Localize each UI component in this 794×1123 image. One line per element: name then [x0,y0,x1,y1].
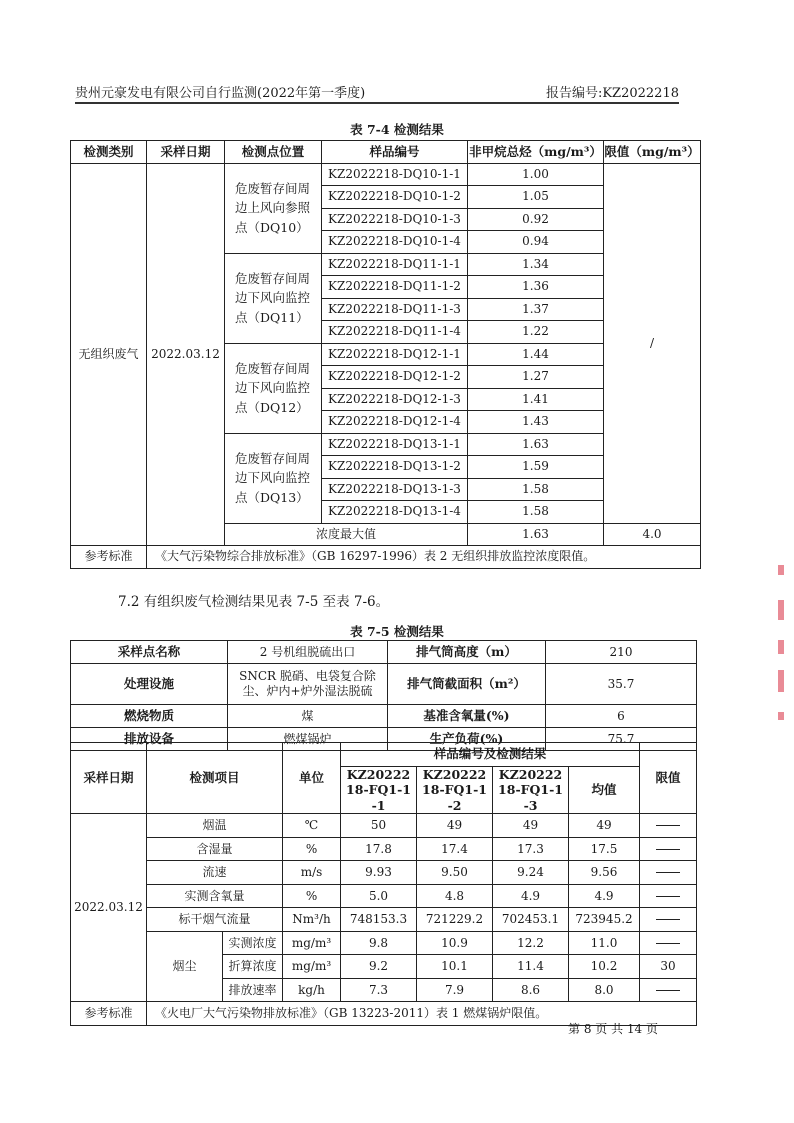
result-cell: 4.8 [417,884,493,908]
category-cell: 无组织废气 [71,163,147,546]
value-cell: 1.22 [468,321,604,344]
col-header-unit: 单位 [283,743,341,814]
sample-id-cell: KZ2022218-DQ13-1-4 [322,501,468,524]
avg-cell: 49 [569,814,640,838]
result-cell: 11.4 [493,955,569,979]
col-header: 采样日期 [147,141,225,164]
col-header-group: 样品编号及检测结果 [341,743,640,767]
date-cell: 2022.03.12 [147,163,225,546]
dash-mark [656,896,680,897]
col-header-sample: KZ2022218-FQ1-1-3 [493,766,569,814]
item-cell: 折算浓度 [223,955,283,979]
table-row [71,837,697,861]
result-cell: 9.93 [341,861,417,885]
unit-cell: Nm³/h [283,908,341,932]
info-label: 排气筒截面积（m²） [388,664,546,705]
value-cell: 1.00 [468,163,604,186]
result-cell: 50 [341,814,417,838]
table-7-5-results [70,742,697,1026]
col-header-sample: KZ2022218-FQ1-1-2 [417,766,493,814]
item-cell: 排放速率 [223,978,283,1002]
header-title: 贵州元豪发电有限公司自行监测(2022年第一季度) [75,86,366,101]
seal-mark [778,565,784,575]
seal-mark [778,670,784,692]
info-value: 35.7 [546,664,697,705]
unit-cell: % [283,837,341,861]
limit-cell [640,931,697,955]
info-row [71,641,697,664]
limit-cell [640,837,697,861]
value-cell: 1.43 [468,411,604,434]
avg-cell: 8.0 [569,978,640,1002]
info-value: 燃煤锅炉 [228,728,388,751]
unit-cell: mg/m³ [283,931,341,955]
unit-cell: kg/h [283,978,341,1002]
info-value: 2 号机组脱硫出口 [228,641,388,664]
item-cell: 标干烟气流量 [147,908,283,932]
value-cell: 1.41 [468,388,604,411]
avg-cell: 723945.2 [569,908,640,932]
unit-cell: ℃ [283,814,341,838]
result-cell: 17.4 [417,837,493,861]
result-cell: 12.2 [493,931,569,955]
sample-id-cell: KZ2022218-DQ11-1-2 [322,276,468,299]
value-cell: 0.92 [468,208,604,231]
item-cell: 烟温 [147,814,283,838]
value-cell: 1.58 [468,501,604,524]
max-label: 浓度最大值 [225,523,468,546]
result-cell: 9.2 [341,955,417,979]
info-row [71,664,697,705]
sample-id-cell: KZ2022218-DQ13-1-1 [322,433,468,456]
info-value: SNCR 脱硝、电袋复合除尘、炉内+炉外湿法脱硫 [228,664,388,705]
info-label: 采样点名称 [71,641,228,664]
value-cell: 1.34 [468,253,604,276]
seal-mark [778,640,784,654]
location-cell: 危废暂存间周边下风向监控点（DQ12） [225,343,322,433]
col-header-sample: KZ2022218-FQ1-1-1 [341,766,417,814]
info-value: 75.7 [546,728,697,751]
unit-cell: m/s [283,861,341,885]
sample-id-cell: KZ2022218-DQ12-1-4 [322,411,468,434]
limit-cell [640,908,697,932]
table-row [71,908,697,932]
dash-mark [656,849,680,850]
section-paragraph: 7.2 有组织废气检测结果见表 7-5 至表 7-6。 [118,594,390,610]
result-cell: 9.50 [417,861,493,885]
result-cell: 748153.3 [341,908,417,932]
result-cell: 10.1 [417,955,493,979]
sample-id-cell: KZ2022218-DQ12-1-3 [322,388,468,411]
col-header: 非甲烷总烃（mg/m³） [468,141,604,164]
result-cell: 7.3 [341,978,417,1002]
sample-id-cell: KZ2022218-DQ11-1-4 [322,321,468,344]
avg-cell: 4.9 [569,884,640,908]
limit-cell: / [604,163,701,523]
reference-label: 参考标准 [71,1002,147,1026]
value-cell: 1.63 [468,433,604,456]
value-cell: 0.94 [468,231,604,254]
page-header [75,80,679,104]
result-cell: 17.3 [493,837,569,861]
table-row [71,884,697,908]
col-header: 检测点位置 [225,141,322,164]
col-header-limit: 限值 [640,743,697,814]
col-header: 限值（mg/m³） [604,141,701,164]
info-value: 6 [546,705,697,728]
date-cell: 2022.03.12 [71,814,147,1002]
item-cell: 含湿量 [147,837,283,861]
result-cell: 702453.1 [493,908,569,932]
col-header: 样品编号 [322,141,468,164]
value-cell: 1.27 [468,366,604,389]
seal-mark [778,600,784,620]
table-7-5-caption: 表 7-5 检测结果 [350,624,444,639]
value-cell: 1.58 [468,478,604,501]
reference-row [71,546,701,569]
report-number: 报告编号:KZ2022218 [545,86,679,101]
sample-id-cell: KZ2022218-DQ11-1-1 [322,253,468,276]
location-cell: 危废暂存间周边下风向监控点（DQ13） [225,433,322,523]
max-limit: 4.0 [604,523,701,546]
unit-cell: % [283,884,341,908]
sample-id-cell: KZ2022218-DQ10-1-2 [322,186,468,209]
table-7-5-info [70,640,697,751]
table-row [71,931,697,955]
dash-mark [656,943,680,944]
info-label: 生产负荷(%) [388,728,546,751]
limit-cell [640,884,697,908]
avg-cell: 11.0 [569,931,640,955]
reference-text: 《火电厂大气污染物排放标准》（GB 13223-2011）表 1 燃煤锅炉限值。 [147,1002,697,1026]
value-cell: 1.37 [468,298,604,321]
dash-mark [656,919,680,920]
info-label: 基准含氧量(%) [388,705,546,728]
result-cell: 721229.2 [417,908,493,932]
result-cell: 8.6 [493,978,569,1002]
table-row [71,814,697,838]
result-cell: 7.9 [417,978,493,1002]
limit-cell [640,814,697,838]
value-cell: 1.59 [468,456,604,479]
info-value: 煤 [228,705,388,728]
result-cell: 17.8 [341,837,417,861]
result-cell: 4.9 [493,884,569,908]
limit-cell: 30 [640,955,697,979]
limit-cell [640,861,697,885]
sample-id-cell: KZ2022218-DQ12-1-2 [322,366,468,389]
info-label: 排气筒高度（m） [388,641,546,664]
value-cell: 1.05 [468,186,604,209]
col-header-avg: 均值 [569,766,640,814]
info-label: 排放设备 [71,728,228,751]
result-cell: 10.9 [417,931,493,955]
dash-mark [656,872,680,873]
max-value: 1.63 [468,523,604,546]
sample-id-cell: KZ2022218-DQ10-1-1 [322,163,468,186]
result-cell: 5.0 [341,884,417,908]
dash-mark [656,990,680,991]
table-header-row [71,743,697,767]
col-header-date: 采样日期 [71,743,147,814]
seal-mark [778,712,784,720]
result-cell: 9.24 [493,861,569,885]
info-row [71,705,697,728]
sample-id-cell: KZ2022218-DQ10-1-3 [322,208,468,231]
sample-id-cell: KZ2022218-DQ11-1-3 [322,298,468,321]
col-header-item: 检测项目 [147,743,283,814]
unit-cell: mg/m³ [283,955,341,979]
info-label: 处理设施 [71,664,228,705]
sample-id-cell: KZ2022218-DQ12-1-1 [322,343,468,366]
item-cell: 实测浓度 [223,931,283,955]
location-cell: 危废暂存间周边上风向参照点（DQ10） [225,163,322,253]
table-row [71,163,701,186]
table-7-4-caption: 表 7-4 检测结果 [350,122,444,137]
item-cell: 实测含氧量 [147,884,283,908]
sample-id-cell: KZ2022218-DQ13-1-3 [322,478,468,501]
avg-cell: 10.2 [569,955,640,979]
location-cell: 危废暂存间周边下风向监控点（DQ11） [225,253,322,343]
value-cell: 1.44 [468,343,604,366]
info-value: 210 [546,641,697,664]
page-number: 第 8 页 共 14 页 [568,1022,658,1036]
avg-cell: 9.56 [569,861,640,885]
table-header-row [71,141,701,164]
limit-cell [640,978,697,1002]
dash-mark [656,825,680,826]
info-label: 燃烧物质 [71,705,228,728]
item-cell: 流速 [147,861,283,885]
reference-label: 参考标准 [71,546,147,569]
dust-label-cell: 烟尘 [147,931,223,1002]
sample-id-cell: KZ2022218-DQ13-1-2 [322,456,468,479]
value-cell: 1.36 [468,276,604,299]
table-7-4 [70,140,701,569]
avg-cell: 17.5 [569,837,640,861]
reference-text: 《大气污染物综合排放标准》（GB 16297-1996）表 2 无组织排放监控浓度限值。 [147,546,701,569]
sample-id-cell: KZ2022218-DQ10-1-4 [322,231,468,254]
table-row [71,861,697,885]
result-cell: 9.8 [341,931,417,955]
col-header: 检测类别 [71,141,147,164]
result-cell: 49 [417,814,493,838]
result-cell: 49 [493,814,569,838]
